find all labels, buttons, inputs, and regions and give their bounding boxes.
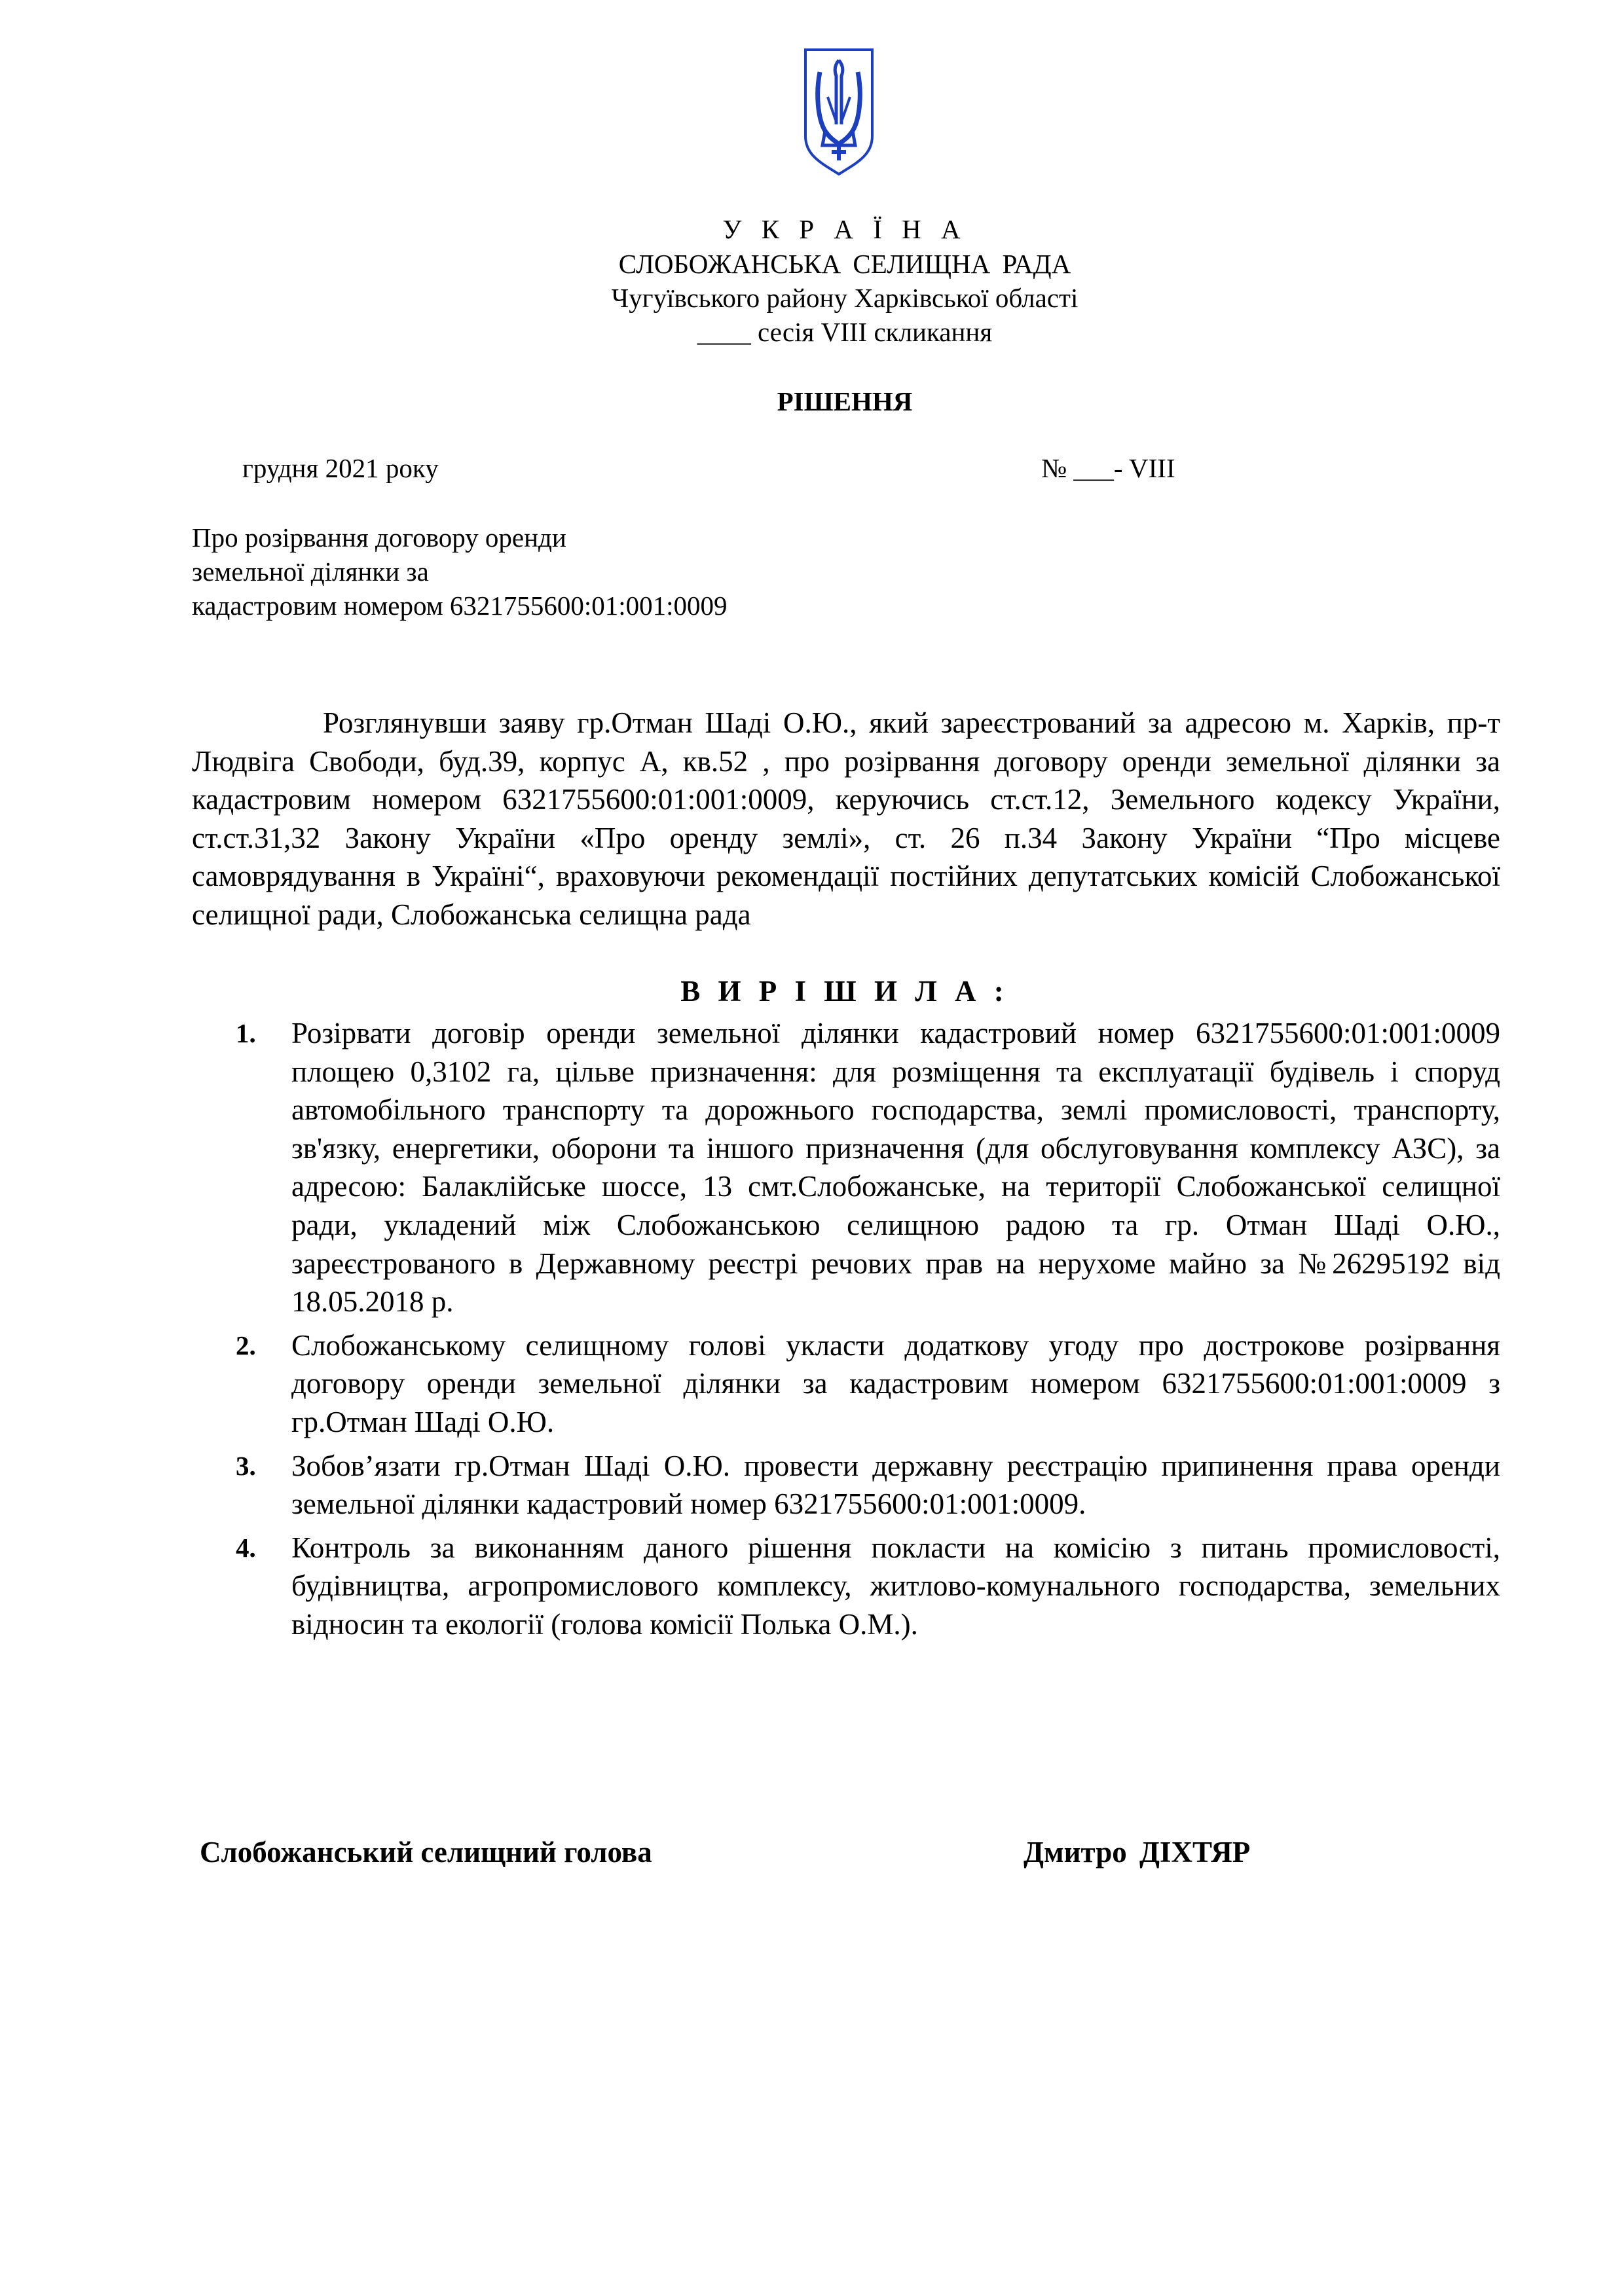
item-text: Слобожанському селищному голові укласти додаткову угоду про дострокове розірвання договору оренди земельної ділянки за кадастровим номером 6321755600:01:001:0009 з гр.Отман Шаді О.Ю. [291, 1328, 1500, 1438]
country-name: У К Р А Ї Н А [722, 214, 967, 244]
tryzub-coat-of-arms-icon [800, 46, 877, 177]
signatory-title: Слобожанський селищний голова [200, 1836, 652, 1868]
resolved-heading: В И Р І Ш И Л А : [680, 975, 1009, 1008]
document-title: РІШЕННЯ [777, 386, 913, 416]
item-text: Розірвати договір оренди земельної ділянки кадастровий номер 6321755600:01:001:0009 площею 0,3102 га, цільве призначення: для розміщення та експлуатації будівель і споруд автомобільного транспорту та дорожнього господарства, землі промисловості, транспорту, зв'язку, енергетики, оборони та іншого призначення (для обслуговування комплексу АЗС), за адресою: Балаклійське шоссе, 13 смт.Слобожанське, на території Слобожанської селищної ради, укладений між Слобожанською селищною радою та гр. Отман Шаді О.Ю., зареєстрованого в Державному реєстрі речових прав на нерухоме майно за №26295192 від 18.05.2018 р. [291, 1017, 1500, 1319]
session-line: ____ сесія VIII скликання [697, 317, 993, 347]
preamble-paragraph: Розглянувши заяву гр.Отман Шаді О.Ю., який зареєстрований за адресою м. Харків, пр-т Людвіга Свободи, буд.39, корпус А, кв.52 , про розірвання договору оренди земельної ділянки за кадастровим номером 6321755600:01:001:0009, керуючись ст.ст.12, Земельного кодексу України, ст.ст.31,32 Закону України «Про оренду землі», ст. 26 п.34 Закону України “Про місцеве самоврядування в Україні“, враховуючи рекомендації постійних депутатських комісій Слобожанської селищної ради, Слобожанська селищна рада [192, 706, 1500, 931]
resolution-items [236, 1014, 1500, 1644]
item-text: Контроль за виконанням даного рішення покласти на комісію з питань промисловості, будівництва, агропромислового комплексу, житлово-комунального господарства, земельних відносин та екології (голова комісії Полька О.М.). [291, 1531, 1500, 1641]
signatory-name: Дмитро ДІХТЯР [1024, 1836, 1251, 1868]
resolution-item [236, 1447, 1500, 1523]
decision-subject [192, 520, 728, 623]
subject-line: земельної ділянки за [192, 556, 429, 587]
decision-number: № ___- VIII [1041, 453, 1175, 483]
subject-line: кадастровим номером 6321755600:01:001:0009 [192, 591, 728, 621]
council-name: СЛОБОЖАНСЬКА СЕЛИЩНА РАДА [618, 249, 1071, 279]
resolution-item [236, 1326, 1500, 1442]
item-text: Зобов’язати гр.Отман Шаді О.Ю. провести державну реєстрацію припинення права оренди земельної ділянки кадастровий номер 6321755600:01:001:0009. [291, 1449, 1500, 1521]
decision-date: грудня 2021 року [242, 453, 439, 483]
item-number: 2. [236, 1330, 256, 1360]
item-number: 4. [236, 1532, 256, 1563]
subject-line: Про розірвання договору оренди [192, 522, 566, 553]
item-number: 3. [236, 1450, 256, 1481]
district-name: Чугуївського району Харківської області [611, 283, 1079, 313]
resolution-item [236, 1014, 1500, 1321]
item-number: 1. [236, 1018, 256, 1048]
resolution-item [236, 1529, 1500, 1644]
